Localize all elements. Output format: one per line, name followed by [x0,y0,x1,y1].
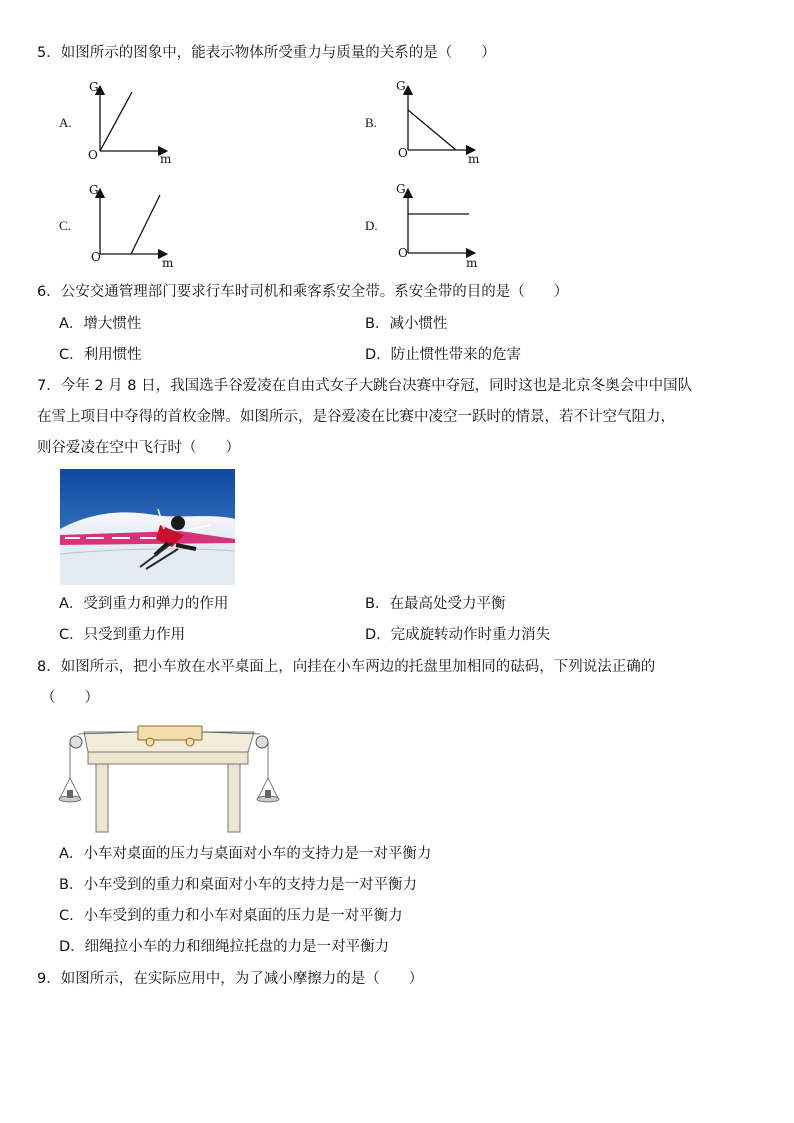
q5-option-c-letter: C. [59,218,71,233]
weight-right [265,790,271,798]
pulley-left [70,736,82,748]
pulley-right [256,736,268,748]
q8-option-a: A．小车对桌面的压力与桌面对小车的支持力是一对平衡力 [59,846,432,862]
q9-stem: 9．如图所示，在实际应用中，为了减小摩擦力的是（ ） [37,971,424,987]
q8-option-b: B．小车受到的重力和桌面对小车的支持力是一对平衡力 [59,877,417,893]
cart-body [138,726,202,740]
q5-a-m-label: m [160,152,172,166]
q5-c-g-label: G [89,183,99,197]
table-leg-left [96,764,108,832]
q5-a-origin-label: O [88,148,98,162]
q7-option-d: D．完成旋转动作时重力消失 [365,627,551,643]
q8-stem-line-2: （ ） [41,690,99,706]
q7-stem-line-3: 则谷爱凌在空中飞行时（ ） [37,440,240,456]
q5-option-d-letter: D. [365,218,378,233]
q5-b-g-label: G [396,79,406,93]
q7-option-b: B．在最高处受力平衡 [365,596,506,612]
table-apron [88,752,248,764]
q5-d-m-label: m [466,256,478,270]
q8-option-d: D．细绳拉小车的力和细绳拉托盘的力是一对平衡力 [59,939,390,955]
q5-option-b-letter: B. [365,115,377,130]
q6-option-c: C．利用惯性 [59,347,142,363]
q6-option-a: A．增大惯性 [59,316,142,332]
q5-d-g-label: G [396,182,406,196]
q5-c-m-label: m [162,256,174,270]
q7-option-a: A．受到重力和弹力的作用 [59,596,229,612]
q5-b-plot-line [408,110,456,150]
q6-option-b: B．减小惯性 [365,316,448,332]
q8-cart-table-figure [58,720,280,836]
skier-photo [60,469,235,585]
q8-option-c: C．小车受到的重力和小车对桌面的压力是一对平衡力 [59,908,403,924]
q6-option-d: D．防止惯性带来的危害 [365,347,522,363]
q5-graph-d [393,183,493,273]
q5-c-plot-line [131,195,160,254]
q7-stem-line-1: 7．今年 2 月 8 日，我国选手谷爱凌在自由式女子大跳台决赛中夺冠，同时这也是北京冬奥会中中国队 [37,378,693,394]
q5-b-origin-label: O [398,146,408,160]
q8-stem-line-1: 8．如图所示，把小车放在水平桌面上，向挂在小车两边的托盘里加相同的砝码，下列说法正确的 [37,659,656,675]
q6-stem: 6．公安交通管理部门要求行车时司机和乘客系安全带。系安全带的目的是（ ） [37,284,569,300]
table-leg-right [228,764,240,832]
q5-a-g-label: G [89,80,99,94]
q5-c-origin-label: O [91,250,101,264]
q7-stem-line-2: 在雪上项目中夺得的首枚金牌。如图所示，是谷爱凌在比赛中凌空一跃时的情景，若不计空气阻力， [37,409,675,425]
cart-wheel-left [146,738,154,746]
q5-option-a-letter: A. [59,115,72,130]
weight-left [67,790,73,798]
q7-option-c: C．只受到重力作用 [59,627,186,643]
q5-a-plot-line [100,92,132,151]
cart-wheel-right [186,738,194,746]
q5-d-origin-label: O [398,246,408,260]
q5-b-m-label: m [468,152,480,166]
q5-stem: 5．如图所示的图象中，能表示物体所受重力与质量的关系的是（ ） [37,45,496,61]
